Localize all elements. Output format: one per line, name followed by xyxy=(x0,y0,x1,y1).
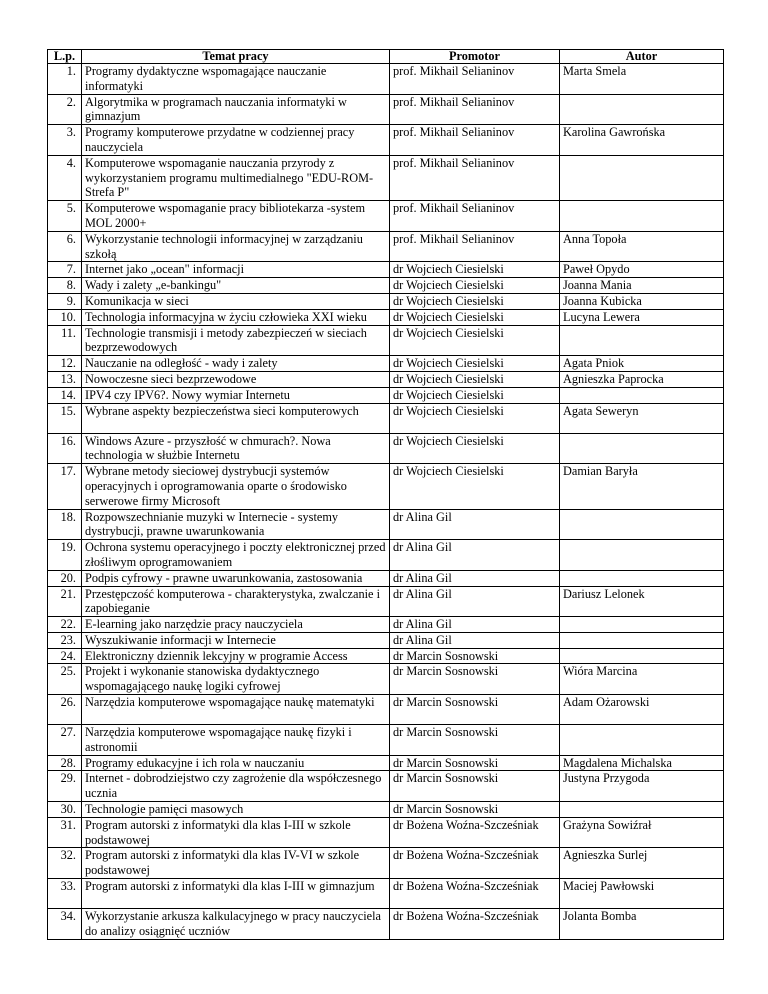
row-lp: 12. xyxy=(48,356,82,372)
row-lp: 10. xyxy=(48,309,82,325)
row-lp: 19. xyxy=(48,540,82,571)
row-author xyxy=(560,387,724,403)
row-topic: Nauczanie na odległość - wady i zalety xyxy=(82,356,390,372)
row-author: Agata Pniok xyxy=(560,356,724,372)
row-promoter: prof. Mikhail Selianinov xyxy=(390,231,560,262)
row-promoter: prof. Mikhail Selianinov xyxy=(390,125,560,156)
row-author: Justyna Przygoda xyxy=(560,771,724,802)
row-topic: Technologie transmisji i metody zabezpieczeń w sieciach bezprzewodowych xyxy=(82,325,390,356)
table-row xyxy=(48,509,724,540)
table-row xyxy=(48,570,724,586)
row-lp: 21. xyxy=(48,586,82,617)
row-promoter: dr Bożena Woźna-Szcześniak xyxy=(390,909,560,940)
row-author: Marta Smela xyxy=(560,64,724,95)
row-topic: Narzędzia komputerowe wspomagające naukę fizyki i astronomii xyxy=(82,725,390,756)
row-promoter: dr Wojciech Ciesielski xyxy=(390,262,560,278)
row-author xyxy=(560,648,724,664)
row-author: Agata Seweryn xyxy=(560,403,724,433)
row-author xyxy=(560,802,724,818)
row-promoter: dr Wojciech Ciesielski xyxy=(390,293,560,309)
row-author: Joanna Kubicka xyxy=(560,293,724,309)
row-promoter: dr Bożena Woźna-Szcześniak xyxy=(390,848,560,879)
row-lp: 25. xyxy=(48,664,82,695)
row-topic: Wykorzystanie technologii informacyjnej w zarządzaniu szkołą xyxy=(82,231,390,262)
row-lp: 17. xyxy=(48,464,82,509)
row-promoter: dr Alina Gil xyxy=(390,586,560,617)
row-lp: 7. xyxy=(48,262,82,278)
table-row xyxy=(48,586,724,617)
row-topic: Projekt i wykonanie stanowiska dydaktycznego wspomagającego naukę logiki cyfrowej xyxy=(82,664,390,695)
table-row xyxy=(48,617,724,633)
table-row xyxy=(48,909,724,940)
row-topic: Wykorzystanie arkusza kalkulacyjnego w pracy nauczyciela do analizy osiągnięć uczniów xyxy=(82,909,390,940)
row-promoter: prof. Mikhail Selianinov xyxy=(390,155,560,200)
row-promoter: dr Marcin Sosnowski xyxy=(390,802,560,818)
row-promoter: dr Wojciech Ciesielski xyxy=(390,356,560,372)
row-author: Grażyna Sowiźrał xyxy=(560,817,724,848)
table-row xyxy=(48,155,724,200)
row-author xyxy=(560,94,724,125)
row-topic: Programy edukacyjne i ich rola w nauczaniu xyxy=(82,755,390,771)
row-promoter: dr Wojciech Ciesielski xyxy=(390,325,560,356)
row-lp: 2. xyxy=(48,94,82,125)
row-promoter: dr Wojciech Ciesielski xyxy=(390,371,560,387)
row-topic: Ochrona systemu operacyjnego i poczty elektronicznej przed złośliwym oprogramowaniem xyxy=(82,540,390,571)
row-topic: Nowoczesne sieci bezprzewodowe xyxy=(82,371,390,387)
row-lp: 26. xyxy=(48,695,82,725)
row-topic: Rozpowszechnianie muzyki w Internecie - systemy dystrybucji, prawne uwarunkowania xyxy=(82,509,390,540)
row-author xyxy=(560,617,724,633)
row-topic: Windows Azure - przyszłość w chmurach?. Nowa technologia w służbie Internetu xyxy=(82,433,390,464)
row-lp: 27. xyxy=(48,725,82,756)
table-row xyxy=(48,371,724,387)
row-promoter: dr Marcin Sosnowski xyxy=(390,771,560,802)
table-row xyxy=(48,802,724,818)
header-lp: L.p. xyxy=(48,50,82,64)
table-row xyxy=(48,125,724,156)
row-topic: Wady i zalety „e-bankingu" xyxy=(82,278,390,294)
table-row xyxy=(48,262,724,278)
row-topic: Wybrane metody sieciowej dystrybucji systemów operacyjnych i oprogramowania oparte o środowisko serwerowe firmy Microsoft xyxy=(82,464,390,509)
table-row xyxy=(48,231,724,262)
table-row xyxy=(48,325,724,356)
header-promoter: Promotor xyxy=(390,50,560,64)
row-author xyxy=(560,433,724,464)
row-author: Paweł Opydo xyxy=(560,262,724,278)
row-author xyxy=(560,155,724,200)
thesis-table xyxy=(47,49,724,940)
row-lp: 34. xyxy=(48,909,82,940)
row-lp: 24. xyxy=(48,648,82,664)
row-author: Adam Ożarowski xyxy=(560,695,724,725)
row-author: Damian Baryła xyxy=(560,464,724,509)
row-author: Anna Topoła xyxy=(560,231,724,262)
table-row xyxy=(48,278,724,294)
row-topic: Internet jako „ocean" informacji xyxy=(82,262,390,278)
table-row xyxy=(48,293,724,309)
row-topic: Program autorski z informatyki dla klas IV-VI w szkole podstawowej xyxy=(82,848,390,879)
row-author xyxy=(560,725,724,756)
row-topic: Programy dydaktyczne wspomagające nauczanie informatyki xyxy=(82,64,390,95)
row-author: Dariusz Lelonek xyxy=(560,586,724,617)
row-author xyxy=(560,540,724,571)
row-lp: 31. xyxy=(48,817,82,848)
table-row xyxy=(48,309,724,325)
row-lp: 13. xyxy=(48,371,82,387)
row-lp: 11. xyxy=(48,325,82,356)
row-promoter: dr Wojciech Ciesielski xyxy=(390,464,560,509)
table-row xyxy=(48,632,724,648)
row-promoter: dr Wojciech Ciesielski xyxy=(390,403,560,433)
row-author: Lucyna Lewera xyxy=(560,309,724,325)
table-row xyxy=(48,540,724,571)
row-topic: IPV4 czy IPV6?. Nowy wymiar Internetu xyxy=(82,387,390,403)
row-topic: Program autorski z informatyki dla klas I-III w szkole podstawowej xyxy=(82,817,390,848)
row-author: Jolanta Bomba xyxy=(560,909,724,940)
table-row xyxy=(48,433,724,464)
row-lp: 9. xyxy=(48,293,82,309)
row-author xyxy=(560,201,724,232)
row-topic: Program autorski z informatyki dla klas I-III w gimnazjum xyxy=(82,879,390,909)
header-author: Autor xyxy=(560,50,724,64)
row-promoter: dr Wojciech Ciesielski xyxy=(390,309,560,325)
row-promoter: dr Marcin Sosnowski xyxy=(390,664,560,695)
row-lp: 1. xyxy=(48,64,82,95)
table-row xyxy=(48,648,724,664)
row-topic: Wybrane aspekty bezpieczeństwa sieci komputerowych xyxy=(82,403,390,433)
row-topic: Komputerowe wspomaganie pracy bibliotekarza -system MOL 2000+ xyxy=(82,201,390,232)
row-topic: Narzędzia komputerowe wspomagające naukę matematyki xyxy=(82,695,390,725)
row-author: Karolina Gawrońska xyxy=(560,125,724,156)
row-author xyxy=(560,509,724,540)
row-promoter: dr Marcin Sosnowski xyxy=(390,725,560,756)
row-lp: 4. xyxy=(48,155,82,200)
row-lp: 29. xyxy=(48,771,82,802)
row-lp: 8. xyxy=(48,278,82,294)
row-promoter: dr Marcin Sosnowski xyxy=(390,755,560,771)
row-lp: 30. xyxy=(48,802,82,818)
row-topic: Internet - dobrodziejstwo czy zagrożenie dla współczesnego ucznia xyxy=(82,771,390,802)
row-promoter: dr Alina Gil xyxy=(390,570,560,586)
row-promoter: dr Bożena Woźna-Szcześniak xyxy=(390,817,560,848)
row-author xyxy=(560,570,724,586)
table-row xyxy=(48,879,724,909)
table-row xyxy=(48,695,724,725)
row-author: Agnieszka Paprocka xyxy=(560,371,724,387)
row-promoter: dr Alina Gil xyxy=(390,509,560,540)
row-author: Maciej Pawłowski xyxy=(560,879,724,909)
row-topic: Podpis cyfrowy - prawne uwarunkowania, zastosowania xyxy=(82,570,390,586)
table-row xyxy=(48,817,724,848)
row-author xyxy=(560,632,724,648)
header-topic: Temat pracy xyxy=(82,50,390,64)
table-row xyxy=(48,387,724,403)
row-lp: 28. xyxy=(48,755,82,771)
table-row xyxy=(48,771,724,802)
row-lp: 18. xyxy=(48,509,82,540)
row-lp: 5. xyxy=(48,201,82,232)
row-topic: Komunikacja w sieci xyxy=(82,293,390,309)
table-row xyxy=(48,664,724,695)
row-author: Agnieszka Surlej xyxy=(560,848,724,879)
table-row xyxy=(48,403,724,433)
row-promoter: dr Wojciech Ciesielski xyxy=(390,278,560,294)
row-lp: 23. xyxy=(48,632,82,648)
row-topic: Algorytmika w programach nauczania informatyki w gimnazjum xyxy=(82,94,390,125)
row-lp: 14. xyxy=(48,387,82,403)
header-row xyxy=(48,50,724,64)
row-author xyxy=(560,325,724,356)
row-lp: 33. xyxy=(48,879,82,909)
table-row xyxy=(48,64,724,95)
row-author: Wióra Marcina xyxy=(560,664,724,695)
row-topic: E-learning jako narzędzie pracy nauczyciela xyxy=(82,617,390,633)
row-promoter: dr Bożena Woźna-Szcześniak xyxy=(390,879,560,909)
table-row xyxy=(48,464,724,509)
table-row xyxy=(48,201,724,232)
row-lp: 3. xyxy=(48,125,82,156)
row-promoter: dr Alina Gil xyxy=(390,632,560,648)
row-topic: Przestępczość komputerowa - charakterystyka, zwalczanie i zapobieganie xyxy=(82,586,390,617)
row-lp: 32. xyxy=(48,848,82,879)
row-promoter: dr Alina Gil xyxy=(390,540,560,571)
row-promoter: dr Alina Gil xyxy=(390,617,560,633)
row-promoter: prof. Mikhail Selianinov xyxy=(390,94,560,125)
table-row xyxy=(48,755,724,771)
row-topic: Elektroniczny dziennik lekcyjny w programie Access xyxy=(82,648,390,664)
table-row xyxy=(48,725,724,756)
row-lp: 22. xyxy=(48,617,82,633)
row-lp: 16. xyxy=(48,433,82,464)
row-topic: Technologia informacyjna w życiu człowieka XXI wieku xyxy=(82,309,390,325)
row-author: Magdalena Michalska xyxy=(560,755,724,771)
row-promoter: prof. Mikhail Selianinov xyxy=(390,64,560,95)
table-row xyxy=(48,94,724,125)
row-topic: Programy komputerowe przydatne w codziennej pracy nauczyciela xyxy=(82,125,390,156)
table-row xyxy=(48,848,724,879)
row-promoter: dr Marcin Sosnowski xyxy=(390,695,560,725)
row-topic: Wyszukiwanie informacji w Internecie xyxy=(82,632,390,648)
row-lp: 20. xyxy=(48,570,82,586)
row-promoter: prof. Mikhail Selianinov xyxy=(390,201,560,232)
row-promoter: dr Marcin Sosnowski xyxy=(390,648,560,664)
row-author: Joanna Mania xyxy=(560,278,724,294)
row-promoter: dr Wojciech Ciesielski xyxy=(390,387,560,403)
row-topic: Komputerowe wspomaganie nauczania przyrody z wykorzystaniem programu multimedialnego "EDU-ROM-Strefa P" xyxy=(82,155,390,200)
table-row xyxy=(48,356,724,372)
row-lp: 15. xyxy=(48,403,82,433)
row-topic: Technologie pamięci masowych xyxy=(82,802,390,818)
row-promoter: dr Wojciech Ciesielski xyxy=(390,433,560,464)
row-lp: 6. xyxy=(48,231,82,262)
